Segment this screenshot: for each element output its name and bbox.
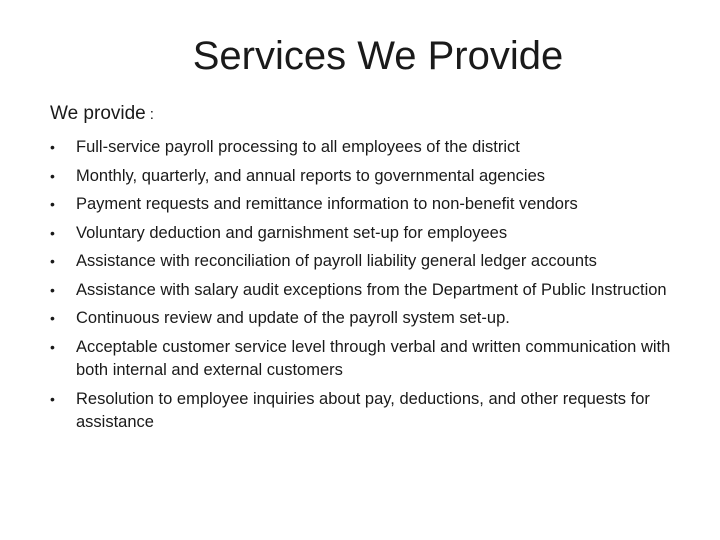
- bullet-item: [50, 136, 690, 160]
- bullet-dot-icon: •: [50, 281, 55, 298]
- bullet-dot-icon: •: [50, 224, 55, 241]
- bullet-item: [50, 307, 690, 331]
- bullet-dot-icon: •: [50, 310, 55, 326]
- bullet-dot-icon: •: [50, 390, 55, 407]
- bullet-dot-icon: •: [50, 338, 55, 355]
- bullet-text: Resolution to employee inquiries about pay, deductions, and other requests for assistance: [76, 389, 650, 431]
- bullet-dot-icon: •: [50, 253, 55, 269]
- bullet-item: [50, 250, 690, 274]
- bullet-text: Continuous review and update of the payroll system set-up.: [76, 309, 510, 327]
- bullet-item: [50, 165, 690, 189]
- bullet-item: [50, 388, 690, 435]
- slide-subtitle: [50, 100, 154, 129]
- bullet-text: Assistance with reconciliation of payroll liability general ledger accounts: [76, 252, 597, 270]
- bullet-text: Voluntary deduction and garnishment set-up for employees: [76, 223, 508, 242]
- bullet-item: [50, 222, 690, 246]
- bullet-item: [50, 193, 690, 217]
- subtitle-colon: :: [149, 106, 154, 123]
- bullet-text: Acceptable customer service level through verbal and written communication with both internal and external customers: [76, 337, 671, 379]
- bullet-item: [50, 279, 690, 303]
- bullet-text: Full-service payroll processing to all employees of the district: [76, 138, 520, 156]
- bullet-dot-icon: •: [50, 167, 55, 184]
- bullet-text: Monthly, quarterly, and annual reports to governmental agencies: [76, 166, 545, 185]
- bullet-list: [50, 136, 690, 440]
- bullet-dot-icon: •: [50, 196, 55, 212]
- slide-title: Services We Provide: [192, 34, 564, 78]
- bullet-dot-icon: •: [50, 139, 55, 155]
- bullet-item: [50, 336, 690, 383]
- subtitle-text: We provide: [50, 103, 146, 124]
- bullet-text: Payment requests and remittance information to non-benefit vendors: [76, 195, 578, 213]
- bullet-text: Assistance with salary audit exceptions from the Department of Public Instruction: [76, 280, 667, 299]
